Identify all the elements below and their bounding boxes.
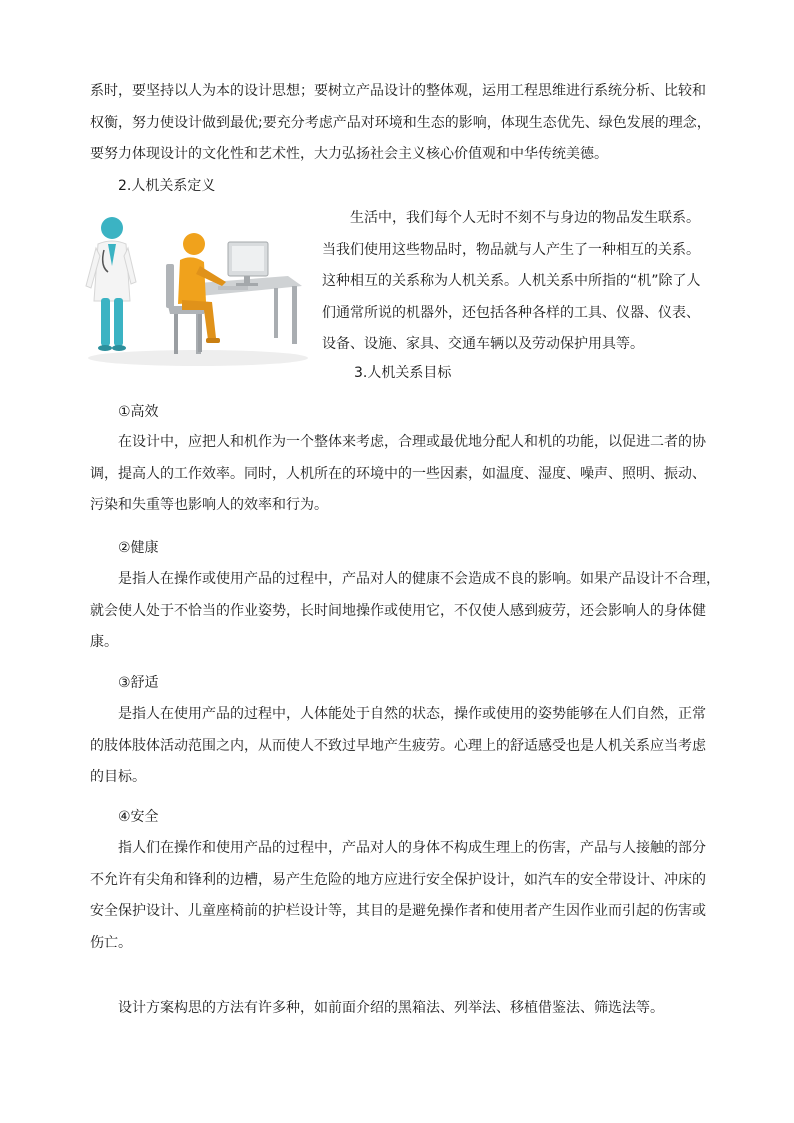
goal-line: 是指人在操作或使用产品的过程中，产品对人的健康不会造成不良的影响。如果产品设计不合理， [118, 571, 720, 587]
goal-line: 的肢体肢体活动范围之内，从而使人不致过早地产生疲劳。心理上的舒适感受也是人机关系应当考虑 [90, 737, 706, 754]
goal-title-comfort: ③舒适 [118, 675, 159, 691]
goal-line: 就会使人处于不恰当的作业姿势，长时间地操作或使用它，不仅使人感到疲劳，还会影响人的身体健 [90, 602, 706, 619]
goal-line: 指人们在操作和使用产品的过程中，产品对人的身体不构成生理上的伤害，产品与人接触的部分 [118, 840, 706, 856]
goal-line: 康。 [90, 634, 118, 650]
goal-line: 安全保护设计、儿童座椅前的护栏设计等，其目的是避免操作者和使用者产生因作业而引起的伤害或 [90, 903, 706, 919]
definition-line: 们通常所说的机器外，还包括各种各样的工具、仪器、仪表、 [322, 304, 700, 321]
goal-line: 的目标。 [90, 769, 146, 785]
goal-title-safety: ④安全 [118, 809, 159, 825]
intro-paragraph [90, 76, 711, 171]
goal-paragraph-efficiency [90, 427, 704, 522]
definition-line: 这种相互的关系称为人机关系。人机关系中所指的“机”除了人 [322, 273, 701, 289]
definition-line: 当我们使用这些物品时，物品就与人产生了一种相互的关系。 [322, 241, 700, 258]
goal-line: 调，提高人的工作效率。同时，人机所在的环境中的一些因素，如温度、湿度、噪声、照明、振动、 [90, 465, 706, 482]
goal-title-health: ②健康 [118, 540, 159, 556]
goal-line: 污染和失重等也影响人的效率和行为。 [90, 497, 328, 513]
closing-line: 设计方案构思的方法有许多种，如前面介绍的黑箱法、列举法、移植借鉴法、筛选法等。 [118, 1000, 664, 1016]
goal-paragraph-health [90, 564, 720, 659]
definition-paragraph [322, 203, 706, 361]
goal-line: 在设计中，应把人和机作为一个整体来考虑，合理或最优地分配人和机的功能，以促进二者的协 [118, 434, 706, 450]
intro-line: 系时，要坚持以人为本的设计思想；要树立产品设计的整体观，运用工程思维进行系统分析、比较和 [90, 83, 706, 99]
goal-line: 伤亡。 [90, 934, 132, 951]
goal-title-efficiency: ①高效 [118, 404, 159, 420]
human-machine-illustration [78, 206, 310, 370]
doctor-figure-icon [86, 217, 136, 351]
section-heading-definition: 2.人机关系定义 [118, 178, 216, 194]
section-heading-goals: 3.人机关系目标 [354, 365, 452, 381]
definition-line: 设备、设施、家具、交通车辆以及劳动保护用具等。 [322, 336, 644, 352]
definition-line: 生活中，我们每个人无时不刻不与身边的物品发生联系。 [350, 210, 700, 226]
goal-line: 是指人在使用产品的过程中，人体能处于自然的状态，操作或使用的姿势能够在人们自然，正常 [118, 706, 706, 722]
intro-line: 要努力体现设计的文化性和艺术性，大力弘扬社会主义核心价值观和中华传统美德。 [90, 146, 608, 162]
closing-paragraph [90, 993, 704, 1025]
goal-line: 不允许有尖角和锋利的边槽，易产生危险的地方应进行安全保护设计，如汽车的安全带设计、冲床的 [90, 871, 706, 888]
goal-paragraph-comfort [90, 699, 704, 794]
goal-paragraph-safety [90, 833, 704, 959]
intro-line: 权衡，努力使设计做到最优;要充分考虑产品对环境和生态的影响，体现生态优先、绿色发展的理念， [90, 114, 711, 131]
